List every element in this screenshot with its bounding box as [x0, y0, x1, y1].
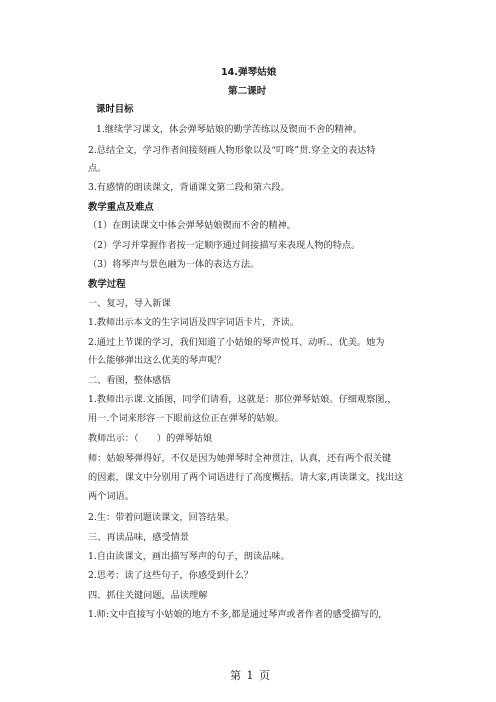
process-line: 两个词语。	[88, 491, 134, 502]
process-line: 的因素，课文中分别用了两个词语进行了高度概括。请大家,再读课文，找出这	[88, 472, 404, 483]
process-line: 二、看图，整体感悟	[88, 375, 171, 386]
process-line: 1.师:文中直接写小姑娘的地方不多,都是通过琴声或者作者的感受描写的,	[88, 609, 382, 620]
process-line: 四、抓住关键问题，品读理解	[88, 590, 208, 601]
lesson-subtitle: 第二课时	[228, 86, 267, 97]
process-line: 1.教师出示课.文插图，同学们请看，这就是：那位弹琴姑娘。仔细观察图,，	[88, 394, 397, 405]
goal-item-3: 3.有感情的朗读课文，背诵课文第二段和第六段。	[88, 182, 290, 193]
process-line: 1.自由读课文，画出描写琴声的句子，朗读品味。	[88, 551, 290, 562]
goal-item-2: 2.总结全文，学习作者间接刻画人物形象以及“叮咚”贯.穿全文的表达特	[88, 145, 376, 156]
goals-heading: 课时目标	[96, 104, 134, 115]
process-heading: 教学过程	[88, 279, 126, 290]
process-line: 1.教师出示本文的生字词语及四字词语卡片，齐读。	[88, 317, 299, 328]
process-line: 教师出示：（ ）的弹琴姑娘	[88, 433, 213, 444]
process-line: 用一.个词来形容一下眼前这位正在弹琴的姑娘。	[88, 413, 284, 424]
page-number-footer: 第 1 页	[230, 669, 271, 682]
keypoint-item-1: （1）在朗读课文中体会弹琴姑娘锲而不舍的精神。	[88, 220, 296, 231]
keypoint-item-3: （3）将琴声与景色融为一体的表达方法。	[88, 259, 260, 270]
process-line: 一、复习，导入新课	[88, 298, 171, 309]
process-line: 2.生：带着问题读课文，回答结果。	[88, 512, 235, 523]
process-line: 师：姑娘琴弹得好，不仅是因为她弹琴时全神贯注，认真，还有两个很关键	[88, 453, 392, 464]
process-line: 什么能够弹出这么优美的琴声呢？	[88, 355, 226, 366]
goal-item-2-cont: 点。	[88, 163, 107, 174]
goal-item-1: 1.继续学习课文，体会弹琴姑娘的勤学苦练以及锲而不舍的精神。	[96, 124, 363, 135]
lesson-title: 14.弹琴姑娘	[221, 67, 277, 78]
process-line: 2.通过上节课的学习，我们知道了小姑娘的琴声悦耳、动听.、优美。她为	[88, 337, 385, 348]
keypoint-item-2: （2）学习并掌握作者按一定顺序通过间接描写来表现人物的特点。	[88, 240, 361, 251]
keypoints-heading: 教学重点及难点	[88, 202, 154, 213]
process-line: 2.思考：读了这些句子，你感受到什么？	[88, 570, 253, 581]
process-line: 三、再读品味，感受情景	[88, 532, 190, 543]
